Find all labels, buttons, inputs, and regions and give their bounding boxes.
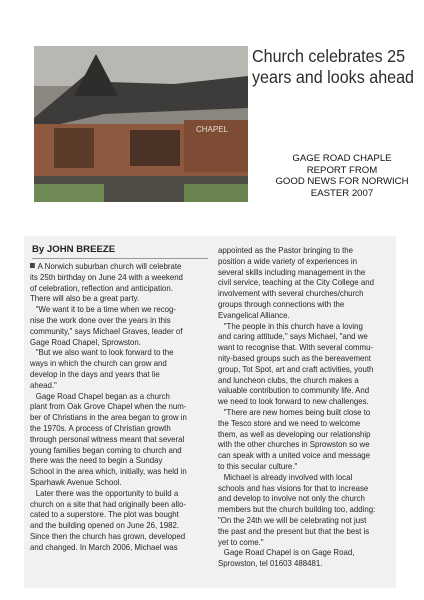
article-line: group, Tot Spot, art and craft activities, youth xyxy=(218,364,374,374)
article-line: the past and the present but that the best is xyxy=(218,526,370,536)
square-bullet-icon xyxy=(30,263,35,268)
article-line: position a wide variety of experiences in xyxy=(218,256,357,266)
article-line: plant from Oak Grove Chapel when the num- xyxy=(30,402,187,412)
report-line-4: EASTER 2007 xyxy=(310,187,374,199)
article-column-2 xyxy=(218,246,389,570)
article-line: "The people in this church have a loving xyxy=(223,321,363,331)
article-line: involvement with several churches/church xyxy=(218,289,364,299)
article-line: "But we also want to look forward to the xyxy=(35,348,174,358)
article-line: with the other churches in Sprowston so we xyxy=(218,440,370,450)
article-line: and luncheon clubs, the church makes a xyxy=(218,375,359,385)
headline-line-1: Church celebrates 25 xyxy=(252,46,406,66)
article-line: church on a site that had originally been allo- xyxy=(30,499,186,509)
article-line: schools and has visions for that to increase xyxy=(218,483,369,493)
article-headline xyxy=(252,46,415,88)
article-line: Michael is already involved with local xyxy=(223,472,353,482)
article-line: and the building opened on June 26, 1982. xyxy=(30,521,180,531)
article-line: its 25th birthday on June 24 with a weekend xyxy=(30,272,183,282)
byline: By JOHN BREEZE xyxy=(32,244,116,255)
article-line: ahead." xyxy=(30,380,57,390)
report-line-2: REPORT FROM xyxy=(306,164,378,176)
article-line: and changed. In March 2006, Michael was xyxy=(30,542,178,552)
article-line: and caring attitude," says Michael, "and we xyxy=(218,332,368,342)
article-line: and develop to involve not only the church xyxy=(218,494,365,504)
article-line: appointed as the Pastor bringing to the xyxy=(218,246,354,255)
article-line: ber of Christians in the area began to grow in xyxy=(30,413,187,423)
article-line: civil service, teaching at the City College and xyxy=(218,278,374,288)
article-line: nise the work done over the years in this xyxy=(30,315,171,325)
article-line: Gage Road Chapel began as a church xyxy=(35,391,170,401)
report-header xyxy=(262,153,422,199)
article-line: can speak with a united voice and message xyxy=(218,451,371,461)
report-line-1: GAGE ROAD CHAPLE xyxy=(292,153,392,164)
article-line: ways in which the church can grow and xyxy=(30,359,167,369)
headline-line-2: years and looks ahead xyxy=(252,67,415,87)
article-line: cated to a superstore. The plot was bought xyxy=(30,510,179,520)
article-line: yet to come." xyxy=(218,537,264,547)
article-line: the Tesco store and we need to welcome xyxy=(218,418,361,428)
article-line: them, as well as developing our relationship xyxy=(218,429,371,439)
article-line: "We want it to be a time when we recog- xyxy=(35,305,177,315)
article-line: Sprowston, tel 01603 488481. xyxy=(218,559,323,569)
byline-divider xyxy=(32,258,208,259)
article-line: School in the area which, initially, was held in xyxy=(30,467,187,477)
article-line: "On the 24th we will be celebrating not just xyxy=(218,515,367,525)
article-line: there was the need to begin a Sunday xyxy=(30,456,163,466)
article-line: of celebration, reflection and anticipation. xyxy=(30,283,173,293)
chapel-sign: CHAPEL xyxy=(196,125,229,134)
article-line: Later there was the opportunity to build a xyxy=(35,488,179,498)
article-line: Gage Road Chapel is on Gage Road, xyxy=(223,548,355,558)
article-line: There will also be a great party. xyxy=(30,294,140,304)
article-line: the 1970s. A process of Christian growth xyxy=(30,423,171,433)
article-line: several skills including management in the xyxy=(218,267,366,277)
article-line: groups through connections with the xyxy=(218,299,345,309)
article-line: want to recognise that. With several commu- xyxy=(218,343,374,353)
article-line: develop in the days and years that lie xyxy=(30,369,160,379)
article-line: Gage Road Chapel, Sprowston. xyxy=(30,337,141,347)
article-line: to this secular culture." xyxy=(218,461,298,471)
article-line: members but the church building too, adding: xyxy=(218,505,376,515)
article-line: Evangelical Alliance. xyxy=(218,310,290,320)
church-photo xyxy=(34,46,248,202)
article-line: "There are new homes being built close to xyxy=(223,407,371,417)
article-line: valuable contribution to community life. And xyxy=(218,386,370,396)
article-line: nity-based groups such as the bereavement xyxy=(218,353,371,363)
article-line: through personal witness meant that several xyxy=(30,434,185,444)
article-line: we need to look forward to new challenges. xyxy=(218,397,369,407)
article-line: A Norwich suburban church will celebrate xyxy=(30,262,205,273)
report-line-3: GOOD NEWS FOR NORWICH xyxy=(275,176,409,188)
article-line: young families began coming to church and xyxy=(30,445,182,455)
article-column-1 xyxy=(30,262,205,554)
article-line: community," says Michael Graves, leader of xyxy=(30,326,183,336)
article-line: Since then the church has grown, developed xyxy=(30,531,186,541)
article-line: Sparhawk Avenue School. xyxy=(30,477,122,487)
